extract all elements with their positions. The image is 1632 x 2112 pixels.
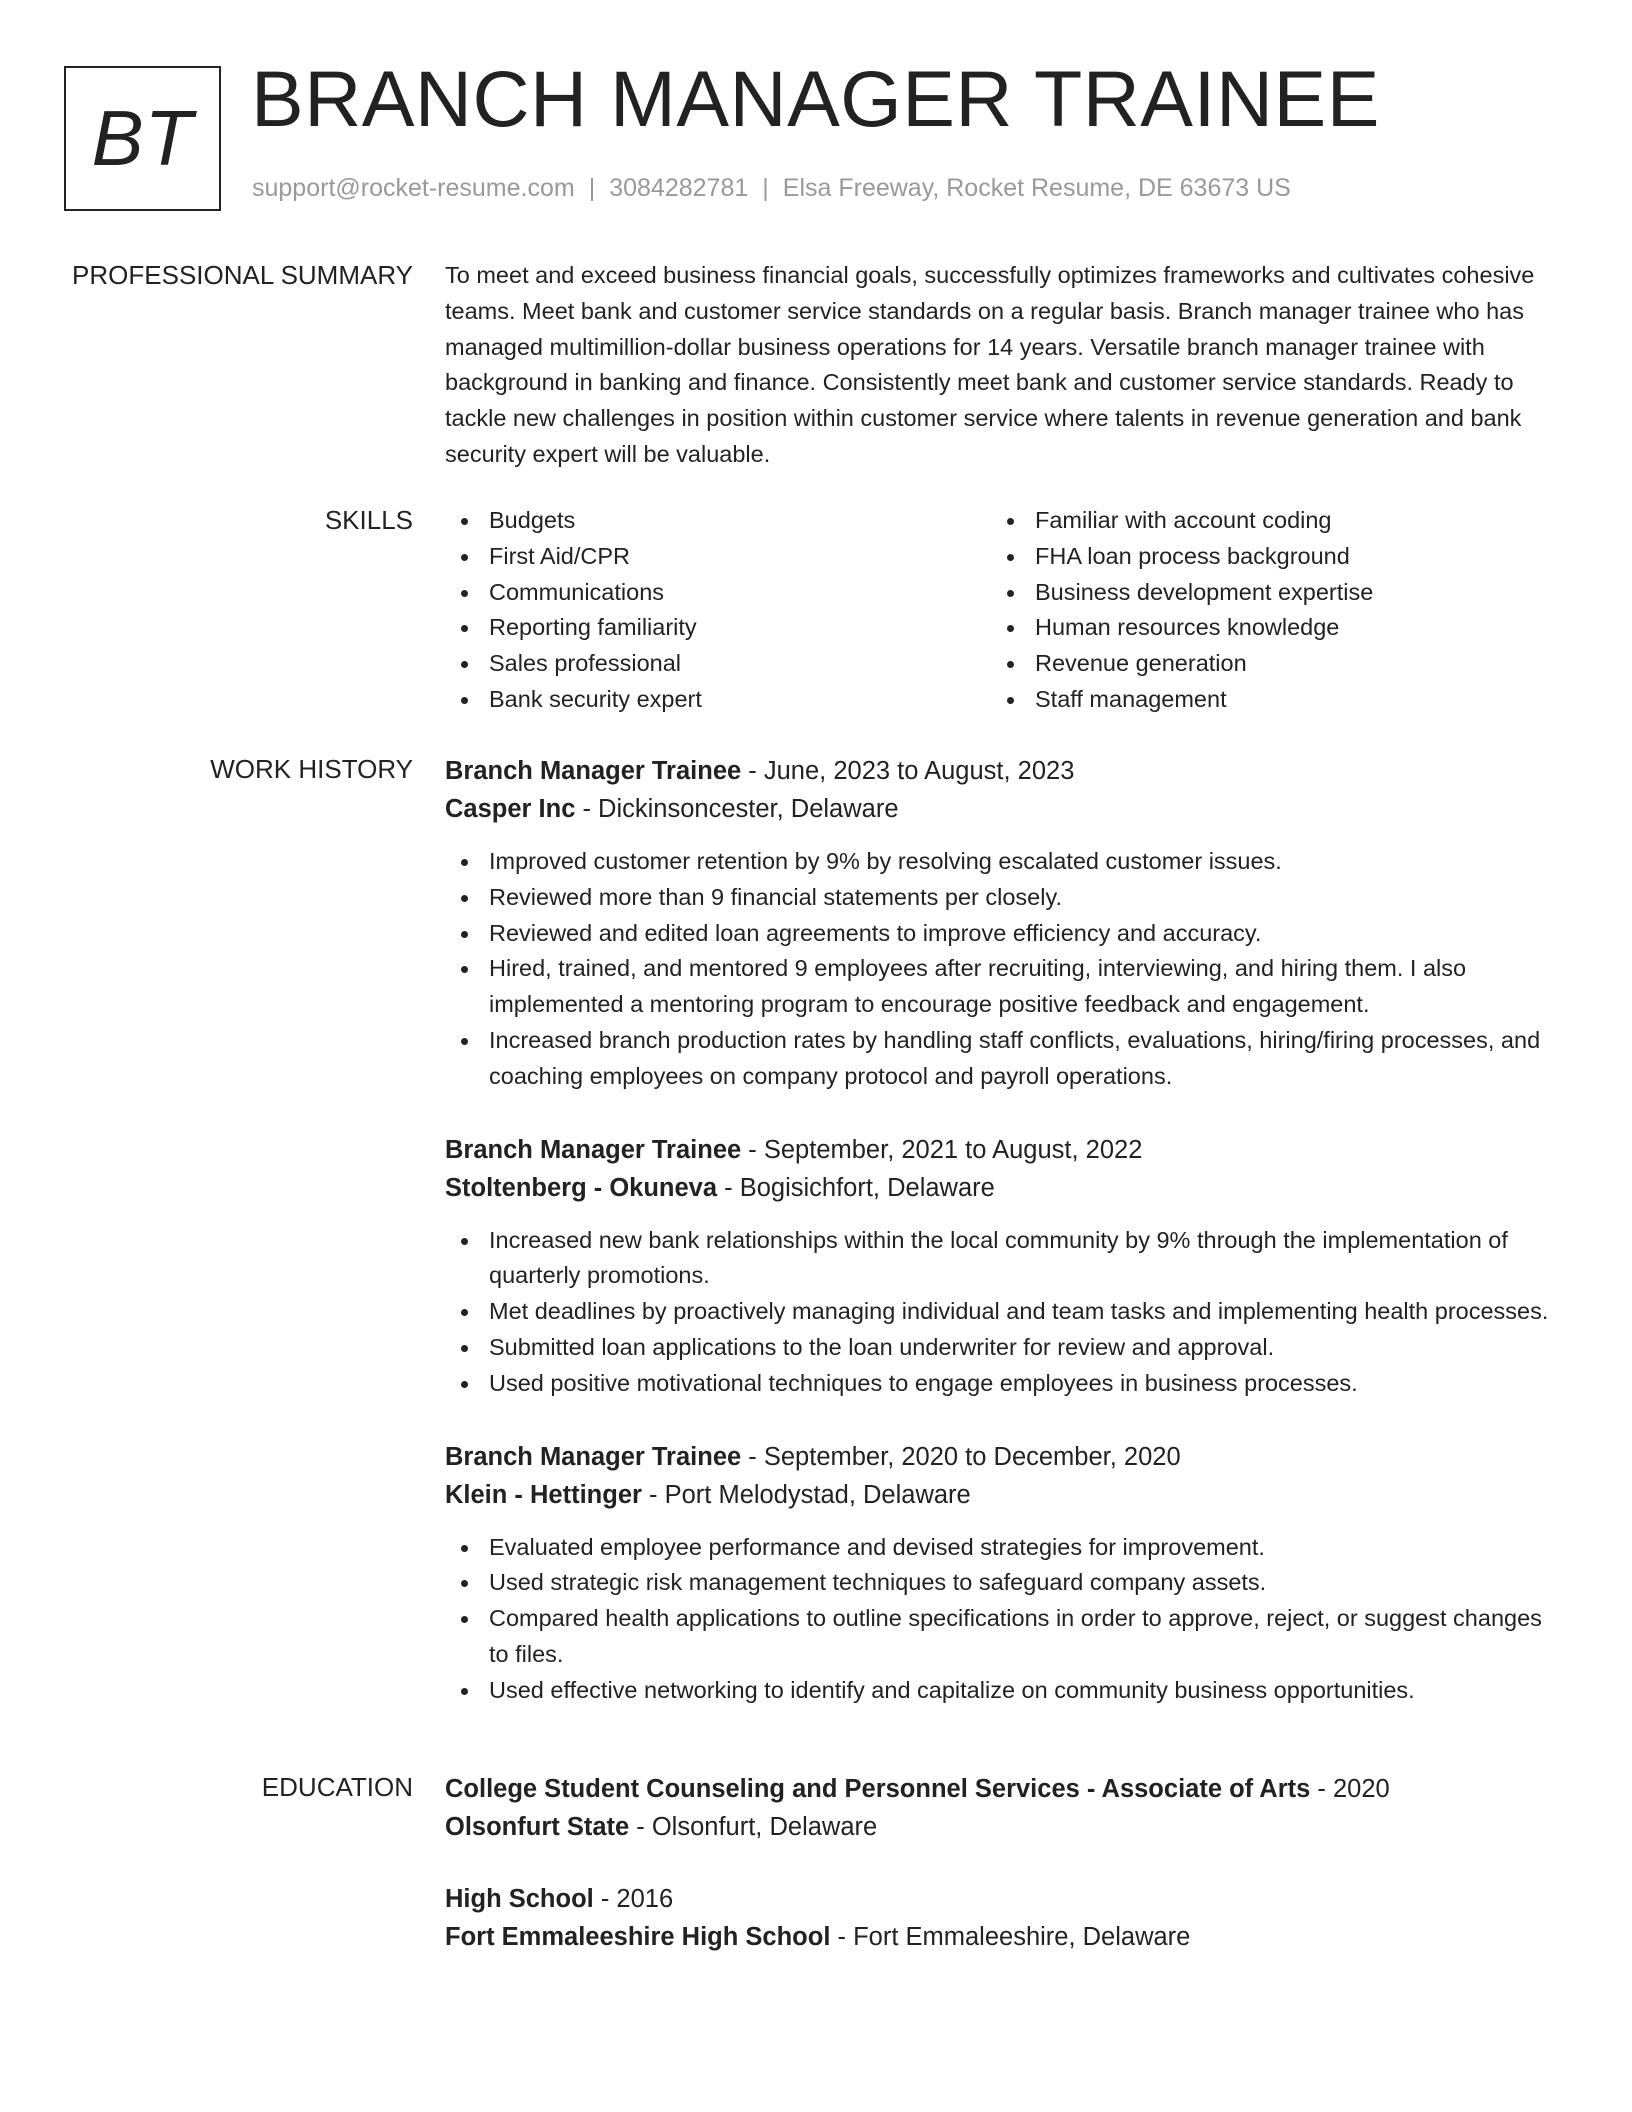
job-location: - Bogisichfort, Delaware — [717, 1173, 995, 1202]
job-bullets — [445, 1530, 1560, 1709]
resume-title: BRANCH MANAGER TRAINEE — [251, 54, 1380, 143]
section-heading: EDUCATION — [261, 1772, 413, 1802]
job-company-line — [445, 1476, 1560, 1514]
skill-item: Business development expertise — [991, 575, 1537, 611]
job-company: Stoltenberg - Okuneva — [445, 1173, 718, 1202]
job-title: Branch Manager Trainee — [445, 757, 742, 785]
job-dates: - September, 2021 to August, 2022 — [741, 1135, 1143, 1164]
job-bullets — [445, 844, 1560, 1095]
skill-item: Reporting familiarity — [445, 610, 991, 646]
job-bullet: Compared health applications to outline specifications in order to approve, reject, or suggest changes to files. — [445, 1601, 1560, 1673]
section-heading: SKILLS — [324, 505, 413, 535]
job-bullet: Submitted loan applications to the loan underwriter for review and approval. — [445, 1330, 1560, 1366]
job-bullet: Used strategic risk management techniques to safeguard company assets. — [445, 1565, 1560, 1601]
skills-grid — [445, 503, 1560, 718]
summary-text: To meet and exceed business financial goals, successfully optimizes frameworks and cultivates cohesive teams. Meet bank and customer service standards on a regular basis. Branch manager trainee who has managed multimillion-dollar business operations for 14 years. Versatile branch manager trainee with background in banking and finance. Consistently meet bank and customer service standards. Ready to tackle new challenges in position within customer service where talents in revenue generation and bank security expert will be valuable. — [445, 262, 1535, 467]
skill-item: Communications — [445, 575, 991, 611]
job-location: - Dickinsoncester, Delaware — [575, 795, 899, 823]
job-title-line — [445, 1438, 1560, 1476]
job-title: Branch Manager Trainee — [445, 1442, 742, 1471]
skills-body — [445, 503, 1560, 718]
job-bullet: Increased new bank relationships within the local community by 9% through the implementation of quarterly promotions. — [445, 1223, 1560, 1295]
work-history-body — [445, 752, 1560, 1745]
contact-line — [252, 174, 1291, 203]
skill-item: Staff management — [991, 682, 1537, 718]
section-heading: PROFESSIONAL SUMMARY — [72, 260, 413, 290]
job-bullets — [445, 1223, 1560, 1402]
job-company-line — [445, 1169, 1560, 1207]
email-link[interactable]: support@rocket-resume.com — [252, 174, 575, 202]
job-bullet: Hired, trained, and mentored 9 employees after recruiting, interviewing, and hiring them. I also implemented a mentoring program to encourage positive feedback and engagement. — [445, 951, 1560, 1023]
job-bullet: Used positive motivational techniques to engage employees in business processes. — [445, 1366, 1560, 1402]
job-bullet: Improved customer retention by 9% by resolving escalated customer issues. — [445, 844, 1560, 880]
skill-item: Familiar with account coding — [991, 503, 1537, 539]
job-company: Klein - Hettinger — [445, 1480, 642, 1509]
edu-location: - Fort Emmaleeshire, Delaware — [830, 1923, 1191, 1951]
address: Elsa Freeway, Rocket Resume, DE 63673 US — [782, 174, 1291, 202]
job-entry — [445, 1438, 1560, 1709]
contact-separator: | — [762, 174, 769, 202]
edu-year: - 2020 — [1310, 1775, 1390, 1803]
job-entry — [445, 752, 1560, 1095]
edu-school: Fort Emmaleeshire High School — [445, 1923, 831, 1951]
edu-school-line — [445, 1808, 1560, 1846]
skill-item: Sales professional — [445, 646, 991, 682]
job-bullet: Evaluated employee performance and devised strategies for improvement. — [445, 1530, 1560, 1566]
job-entry — [445, 1131, 1560, 1402]
contact-separator: | — [588, 174, 596, 202]
skill-item: First Aid/CPR — [445, 539, 991, 575]
job-company-line — [445, 790, 1560, 828]
job-location: - Port Melodystad, Delaware — [641, 1480, 971, 1509]
edu-degree-line — [445, 1770, 1560, 1808]
section-heading: WORK HISTORY — [210, 754, 413, 784]
job-title-line — [445, 752, 1560, 790]
edu-location: - Olsonfurt, Delaware — [629, 1813, 878, 1841]
education-entry — [445, 1770, 1560, 1846]
education-body — [445, 1770, 1560, 1990]
edu-degree: College Student Counseling and Personnel Services - Associate of Arts — [445, 1775, 1311, 1803]
edu-degree-line — [445, 1880, 1560, 1918]
education-entry — [445, 1880, 1560, 1956]
skill-item: Bank security expert — [445, 682, 991, 718]
job-bullet: Reviewed more than 9 financial statements per closely. — [445, 880, 1560, 916]
job-bullet: Reviewed and edited loan agreements to improve efficiency and accuracy. — [445, 916, 1560, 952]
monogram-text: BT — [91, 94, 194, 182]
job-bullet: Met deadlines by proactively managing individual and team tasks and implementing health processes. — [445, 1294, 1560, 1330]
skill-item: Human resources knowledge — [991, 610, 1537, 646]
skills-right-column — [991, 503, 1537, 718]
job-title: Branch Manager Trainee — [445, 1135, 742, 1164]
job-bullet: Increased branch production rates by handling staff conflicts, evaluations, hiring/firing processes, and coaching employees on company protocol and payroll operations. — [445, 1023, 1560, 1095]
job-company: Casper Inc — [445, 795, 576, 823]
skill-item: FHA loan process background — [991, 539, 1537, 575]
edu-school-line — [445, 1918, 1560, 1956]
job-dates: - June, 2023 to August, 2023 — [741, 757, 1075, 785]
job-title-line — [445, 1131, 1560, 1169]
job-bullet: Used effective networking to identify and capitalize on community business opportunities. — [445, 1673, 1560, 1709]
skills-left-column — [445, 503, 991, 718]
monogram-badge — [64, 66, 221, 211]
job-dates: - September, 2020 to December, 2020 — [741, 1442, 1181, 1471]
phone-number[interactable]: 3084282781 — [609, 174, 749, 202]
edu-degree: High School — [445, 1885, 594, 1913]
skill-item: Budgets — [445, 503, 991, 539]
edu-school: Olsonfurt State — [445, 1813, 630, 1841]
skill-item: Revenue generation — [991, 646, 1537, 682]
summary-body — [445, 258, 1560, 473]
edu-year: - 2016 — [593, 1885, 674, 1913]
